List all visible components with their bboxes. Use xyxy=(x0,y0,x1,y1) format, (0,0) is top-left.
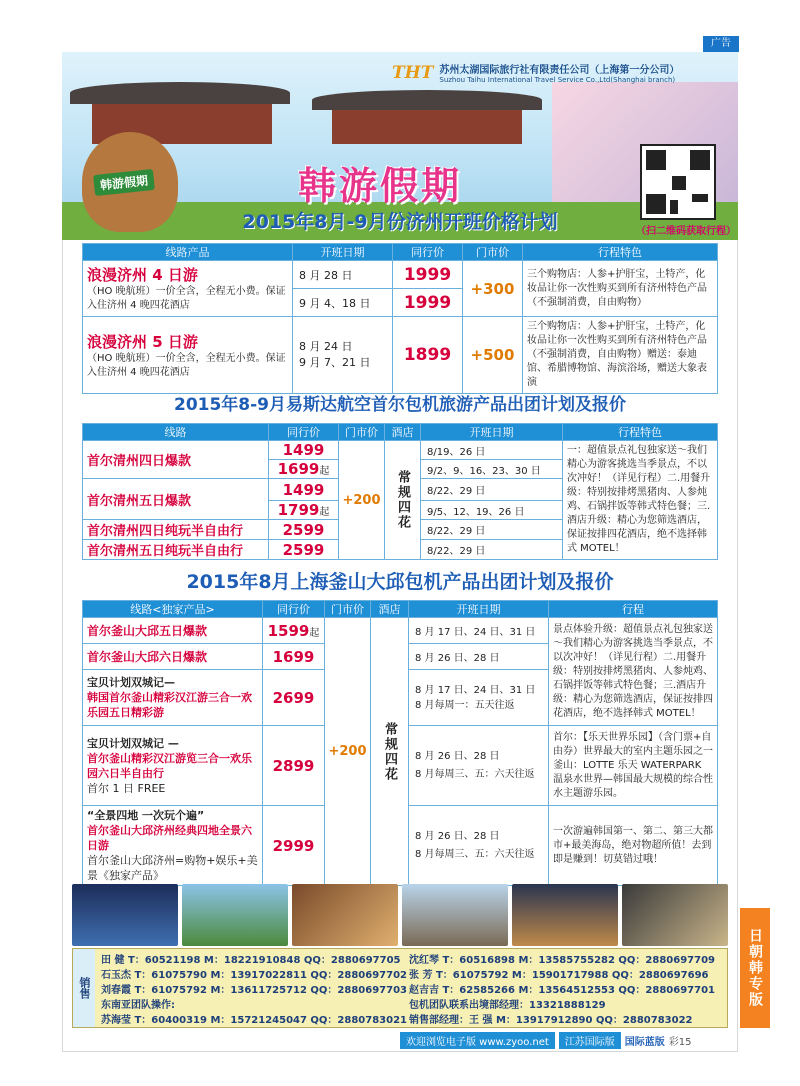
section1-title: 2015年8月-9月份济州开班价格计划 xyxy=(242,211,558,233)
palace-roof-left xyxy=(70,82,290,104)
date-line: 8 月 17 日、24 日、31 日 xyxy=(415,684,536,696)
route-name: 首尔釜山大邱六日爆款 xyxy=(83,644,263,670)
route-name: 首尔清州四日纯玩半自由行 xyxy=(83,520,269,540)
date-line: 8 月 24 日 xyxy=(299,340,353,353)
contact-line: 赵吉吉 T：62585266 M：13564512553 QQ：2880697701 xyxy=(409,985,716,996)
route-desc: （HO 晚航班）一价全含，全程无小费。保证入住济州 4 晚四花酒店 xyxy=(87,286,286,311)
col-header: 同行价 xyxy=(269,424,339,441)
date-line: 8 月每周一：五天往返 xyxy=(415,699,515,711)
date-cell: 9/5、12、19、26 日 xyxy=(421,501,563,520)
photo-food xyxy=(292,884,398,946)
price-cell: 1499 xyxy=(269,479,339,501)
company-name-cn: 苏州太湖国际旅行社有限责任公司（上海第一分公司） xyxy=(439,65,680,76)
footer-welcome-link[interactable]: 欢迎浏览电子版 www.zyoo.net xyxy=(400,1032,555,1049)
date-cell: 9 月 4、18 日 xyxy=(293,289,393,317)
seoul-charter-table xyxy=(82,423,718,560)
feature-cell: 一次游遍韩国第一、第二、第三大都市+最美海岛，绝对物超所值！去到即是赚到！切莫错过哦！ xyxy=(549,806,718,886)
col-header: 开班日期 xyxy=(293,244,393,261)
date-cell: 8/22、29 日 xyxy=(421,479,563,501)
photo-statues xyxy=(402,884,508,946)
company-logo xyxy=(392,61,679,84)
date-cell: 8 月 26 日、28 日 xyxy=(409,644,549,670)
hotel-label: 常规四花 xyxy=(395,470,410,530)
hotel-cell xyxy=(371,618,409,886)
price-cell xyxy=(269,501,339,520)
route-sub: 宝贝计划双城记 — xyxy=(87,736,179,750)
banner-title: 韩游假期 xyxy=(298,164,463,208)
col-header: 行程 xyxy=(549,601,718,618)
footer-edition: 国际蓝版 xyxy=(624,1036,665,1048)
logo-mark: THT xyxy=(392,62,434,83)
date-cell: 8/19、26 日 xyxy=(421,441,563,460)
price-suffix: 起 xyxy=(309,627,320,639)
col-header: 门市价 xyxy=(463,244,523,261)
photo-strip xyxy=(72,884,728,946)
date-cell xyxy=(409,670,549,726)
date-line: 8 月每周三、五：六天往返 xyxy=(415,848,535,860)
feature-cell: 景点体验升级：超值景点礼包独家送～我们精心为游客挑选当季景点，不以次冲好！（详见行程）二.用餐升级：特别按排烤黑猪肉、人参炖鸡、石锅拌饭等韩式特色餐；三.酒店升级：精心为您筛选酒店，保证按排四花酒店，绝不选择韩式 MOTEL！ xyxy=(549,618,718,726)
ad-tag: 广告 xyxy=(703,36,739,52)
date-line: 8 月每周三、五：六天往返 xyxy=(415,768,535,780)
price-value: 1599 xyxy=(267,621,310,640)
price-suffix: 起 xyxy=(319,507,330,518)
route-cell xyxy=(83,317,293,394)
date-cell: 8/22、29 日 xyxy=(421,520,563,540)
sales-column-left xyxy=(101,953,407,1028)
price-value: 1699 xyxy=(277,460,320,478)
route-name: 首尔清州五日爆款 xyxy=(83,479,269,520)
route-cell xyxy=(83,806,263,886)
section3-title: 2015年8月上海釜山大邱包机产品出团计划及报价 xyxy=(186,571,614,593)
date-cell: 8 月 28 日 xyxy=(293,261,393,289)
photo-bridge-night xyxy=(72,884,178,946)
qr-caption: （扫二维码获取行程） xyxy=(636,226,736,237)
contact-line: 销售部经理：王 强 M：13917912890 QQ：2880783022 xyxy=(409,1015,693,1026)
company-name-en: Suzhou Taihu International Travel Service Co.,Ltd(Shanghai branch) xyxy=(439,76,676,84)
price-cell: 2699 xyxy=(263,670,325,726)
date-cell xyxy=(409,806,549,886)
contact-line: 石玉杰 T：61075790 M：13917022811 QQ：2880697702 xyxy=(101,970,408,981)
date-cell xyxy=(409,726,549,806)
price-cell: 2999 xyxy=(263,806,325,886)
price-cell: 2899 xyxy=(263,726,325,806)
footer-brand: 江苏国际版 xyxy=(559,1032,621,1049)
retail-cell: +300 xyxy=(463,261,523,317)
route-cell xyxy=(83,726,263,806)
price-cell: 1899 xyxy=(393,317,463,394)
route-name: 首尔釜山精彩汉江游览三合一欢乐园六日半自由行 xyxy=(87,751,252,780)
col-header: 线路产品 xyxy=(83,244,293,261)
photo-coast xyxy=(182,884,288,946)
route-name: 首尔釜山大邱济州经典四地全景六日游 xyxy=(87,824,252,852)
route-name: 首尔釜山大邱五日爆款 xyxy=(83,618,263,644)
route-desc: （HO 晚航班）一价全含，全程无小费。保证入住济州 4 晚四花酒店 xyxy=(87,352,286,378)
date-cell: 8/22、29 日 xyxy=(421,540,563,560)
jeju-price-table xyxy=(82,243,718,394)
price-cell xyxy=(269,460,339,479)
price-cell: 1999 xyxy=(393,261,463,289)
route-name: 首尔清州五日纯玩半自由行 xyxy=(83,540,269,560)
photo-mall xyxy=(622,884,728,946)
contact-line: 田 健 T：60521198 M：18221910848 QQ：2880697705 xyxy=(101,955,401,966)
col-header: 开班日期 xyxy=(421,424,563,441)
contact-line: 东南亚团队操作: xyxy=(101,1000,175,1011)
col-header: 行程特色 xyxy=(523,244,718,261)
route-sub: “全景四地 一次玩个遍” xyxy=(87,809,205,822)
route-cell xyxy=(83,670,263,726)
contact-line: 包机团队联系出境部经理：13321888129 xyxy=(409,1000,606,1011)
date-line: 9 月 7、21 日 xyxy=(299,356,371,369)
feature-cell: 三个购物店：人参+护肝宝，土特产，化妆品让你一次性购买到所有济州特色产品（不强制消费，自由购物）赠送：泰迪馆、希腊博物馆、海滨浴场，赠送大象表演 xyxy=(523,317,718,394)
route-sub: 宝贝计划双城记— xyxy=(87,676,175,689)
date-line: 8 月 26 日、28 日 xyxy=(415,830,500,842)
date-cell: 8 月 17 日、24 日、31 日 xyxy=(409,618,549,644)
sales-column-right xyxy=(409,953,715,1028)
price-cell: 2599 xyxy=(269,540,339,560)
contact-line: 苏海莹 T：60400319 M：15721245047 QQ：2880783021 xyxy=(101,1015,408,1026)
route-name: 浪漫济州 5 日游 xyxy=(87,332,198,351)
route-name: 韩国首尔釜山精彩汉江游三合一欢乐园五日精彩游 xyxy=(87,691,252,719)
price-cell: 1699 xyxy=(263,644,325,670)
col-header: 门市价 xyxy=(325,601,371,618)
photo-palace xyxy=(512,884,618,946)
section2-title: 2015年8-9月易斯达航空首尔包机旅游产品出团计划及报价 xyxy=(173,395,627,415)
palace-body-mid xyxy=(332,110,522,144)
col-header: 行程特色 xyxy=(563,424,718,441)
route-name: 浪漫济州 4 日游 xyxy=(87,266,198,284)
feature-cell: 一：超值景点礼包独家送～我们精心为游客挑选当季景点，不以次冲好！（详见行程）二.用餐升级：特别按排烤黑猪肉、人参炖鸡、石锅拌饭等韩式特色餐；三.酒店升级：精心为您筛选酒店，保证按排四花酒店，绝不选择韩式 MOTEL！ xyxy=(563,441,718,560)
price-suffix: 起 xyxy=(319,466,330,477)
price-value: 1799 xyxy=(277,501,320,519)
col-header: 酒店 xyxy=(385,424,421,441)
date-line: 8 月 26 日、28 日 xyxy=(415,750,500,762)
sales-label: 销售 xyxy=(73,949,95,1027)
col-header: 同行价 xyxy=(263,601,325,618)
busan-charter-table xyxy=(82,600,718,886)
date-cell xyxy=(293,317,393,394)
col-header: 线路<独家产品> xyxy=(83,601,263,618)
footer-page-number: 彩15 xyxy=(668,1036,692,1048)
price-cell: 2599 xyxy=(269,520,339,540)
price-cell: 1999 xyxy=(393,289,463,317)
side-tab: 日朝韩专版 xyxy=(740,908,770,1028)
col-header: 酒店 xyxy=(371,601,409,618)
price-cell: 1499 xyxy=(269,441,339,460)
route-name: 首尔清州四日爆款 xyxy=(83,441,269,479)
feature-cell: 三个购物店：人参+护肝宝，土特产，化妆品让你一次性购买到所有济州特色产品（不强制消费，自由购物） xyxy=(523,261,718,317)
retail-cell: +200 xyxy=(339,441,385,560)
palace-roof-mid xyxy=(312,90,542,110)
col-header: 线路 xyxy=(83,424,269,441)
footer xyxy=(400,1032,742,1048)
retail-cell: +500 xyxy=(463,317,523,394)
retail-cell: +200 xyxy=(325,618,371,886)
contact-line: 沈红琴 T：60516898 M：13585755282 QQ：2880697709 xyxy=(409,955,716,966)
hotel-label: 常规四花 xyxy=(382,721,397,782)
route-note: 首尔釜山大邱济州=购物+娱乐+美景《独家产品》 xyxy=(87,854,258,882)
hotel-cell xyxy=(385,441,421,560)
sales-contacts xyxy=(72,948,728,1028)
feature-cell: 首尔：【乐天世界乐园】（含门票+自由券）世界最大的室内主题乐园之一釜山：LOTTE 乐天 WATERPARK 温泉水世界—韩国最大规模的综合性水主题游乐园。 xyxy=(549,726,718,806)
col-header: 门市价 xyxy=(339,424,385,441)
contact-line: 张 芳 T：61075792 M：15901717988 QQ：2880697696 xyxy=(409,970,709,981)
date-cell: 9/2、9、16、23、30 日 xyxy=(421,460,563,479)
contact-line: 刘春霞 T：61075792 M：13611725712 QQ：2880697703 xyxy=(101,985,408,996)
route-cell xyxy=(83,261,293,317)
col-header: 同行价 xyxy=(393,244,463,261)
route-note: 首尔 1 日 FREE xyxy=(87,781,166,795)
col-header: 开班日期 xyxy=(409,601,549,618)
bear-tag: 韩游假期 xyxy=(93,169,155,196)
price-cell xyxy=(263,618,325,644)
